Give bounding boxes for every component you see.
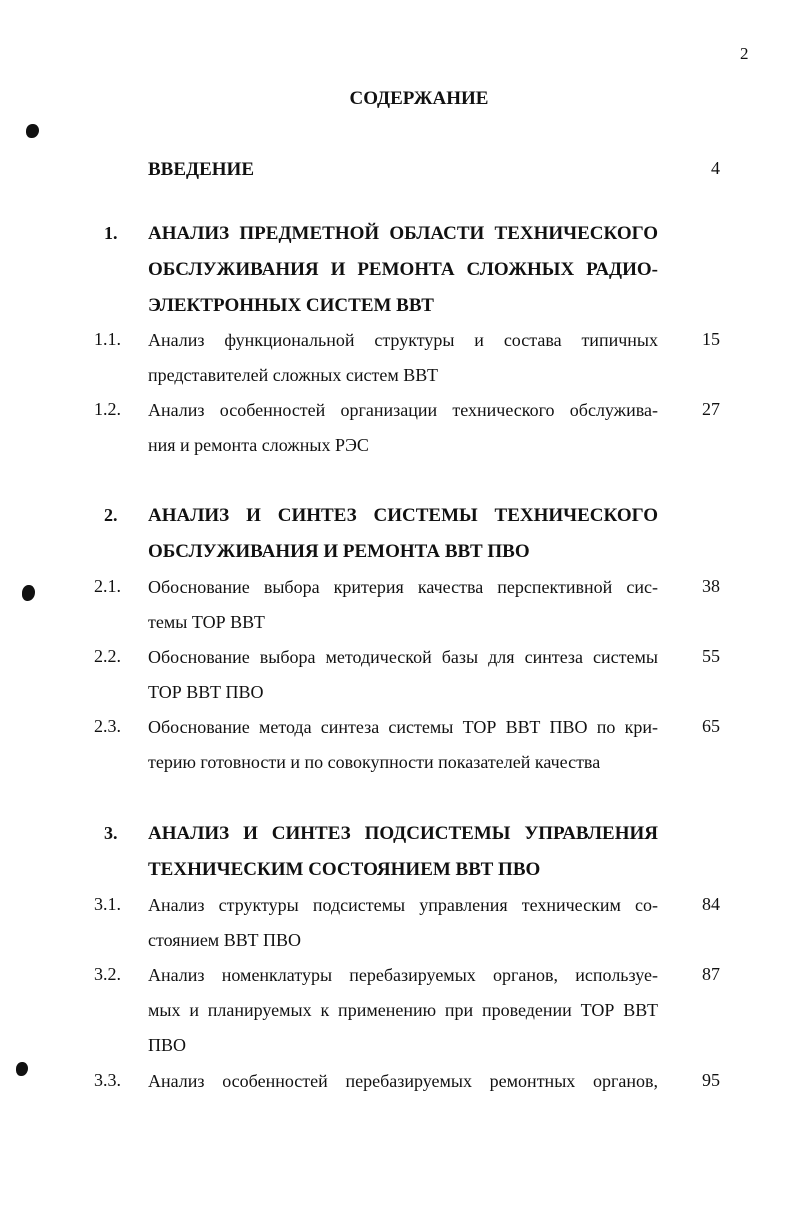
toc-line: стоянием ВВТ ПВО: [148, 930, 301, 950]
ink-blot: [22, 585, 35, 601]
toc-line: ния и ремонта сложных РЭС: [148, 435, 369, 455]
toc-section-page: 15: [702, 329, 720, 349]
toc-entry-title: ВВЕДЕНИЕ: [148, 159, 254, 180]
toc-line: терию готовности и по совокупности показателей качества: [148, 752, 601, 772]
toc-section-number: 2.3.: [94, 716, 121, 736]
toc-section-title: [148, 570, 658, 640]
toc-section-page: 38: [702, 576, 720, 596]
toc-line: Анализ особенностей организации технического обслужива-: [148, 400, 658, 420]
toc-section-title: [148, 888, 658, 958]
toc-line: Анализ функциональной структуры и состава типичных: [148, 330, 658, 350]
toc-chapter-number: 3.: [104, 823, 118, 843]
toc-chapter-title: [148, 216, 658, 324]
toc-section-page: 87: [702, 964, 720, 984]
toc-section-title: [148, 323, 658, 393]
toc-line: представителей сложных систем ВВТ: [148, 365, 439, 385]
toc-line: Анализ особенностей перебазируемых ремонтных органов,: [148, 1071, 658, 1091]
toc-line: ПВО: [148, 1035, 187, 1055]
toc-line: ЭЛЕКТРОННЫХ СИСТЕМ ВВТ: [148, 295, 434, 316]
toc-line: Обоснование метода синтеза системы ТОР ВВТ ПВО по кри-: [148, 717, 658, 737]
toc-section-number: 2.2.: [94, 646, 121, 666]
toc-line: ТОР ВВТ ПВО: [148, 682, 264, 702]
toc-line: ТЕХНИЧЕСКИМ СОСТОЯНИЕМ ВВТ ПВО: [148, 859, 541, 880]
toc-section-number: 3.3.: [94, 1070, 121, 1090]
toc-chapter-title: [148, 816, 658, 888]
toc-section-title: [148, 710, 658, 780]
toc-line: Обоснование выбора методической базы для синтеза системы: [148, 647, 658, 667]
toc-section-page: 95: [702, 1070, 720, 1090]
toc-line: Анализ структуры подсистемы управления техническим со-: [148, 895, 658, 915]
toc-chapter-number: 1.: [104, 223, 118, 243]
toc-section-page: 27: [702, 399, 720, 419]
page-title: СОДЕРЖАНИЕ: [349, 88, 489, 109]
toc-line: ОБСЛУЖИВАНИЯ И РЕМОНТА СЛОЖНЫХ РАДИО-: [148, 259, 658, 280]
toc-line: АНАЛИЗ ПРЕДМЕТНОЙ ОБЛАСТИ ТЕХНИЧЕСКОГО: [148, 223, 658, 244]
toc-section-page: 55: [702, 646, 720, 666]
toc-chapter-title: [148, 498, 658, 570]
toc-line: мых и планируемых к применению при проведении ТОР ВВТ: [148, 1000, 658, 1020]
toc-section-number: 3.1.: [94, 894, 121, 914]
toc-line: АНАЛИЗ И СИНТЕЗ ПОДСИСТЕМЫ УПРАВЛЕНИЯ: [148, 823, 658, 844]
toc-line: темы ТОР ВВТ: [148, 612, 265, 632]
toc-section-title: [148, 393, 658, 463]
toc-section-number: 3.2.: [94, 964, 121, 984]
toc-section-page: 65: [702, 716, 720, 736]
toc-line: Обоснование выбора критерия качества перспективной сис-: [148, 577, 658, 597]
toc-line: ОБСЛУЖИВАНИЯ И РЕМОНТА ВВТ ПВО: [148, 541, 530, 562]
toc-section-number: 2.1.: [94, 576, 121, 596]
ink-blot: [26, 124, 39, 138]
toc-entry-page: 4: [711, 158, 720, 178]
toc-section-page: 84: [702, 894, 720, 914]
ink-blot: [16, 1062, 28, 1076]
toc-section-title: [148, 1064, 658, 1099]
toc-line: Анализ номенклатуры перебазируемых органов, используе-: [148, 965, 658, 985]
toc-chapter-number: 2.: [104, 505, 118, 525]
toc-section-title: [148, 640, 658, 710]
toc-line: АНАЛИЗ И СИНТЕЗ СИСТЕМЫ ТЕХНИЧЕСКОГО: [148, 505, 658, 526]
page-number: 2: [740, 44, 749, 63]
toc-section-title: [148, 958, 658, 1063]
toc-section-number: 1.1.: [94, 329, 121, 349]
toc-section-number: 1.2.: [94, 399, 121, 419]
